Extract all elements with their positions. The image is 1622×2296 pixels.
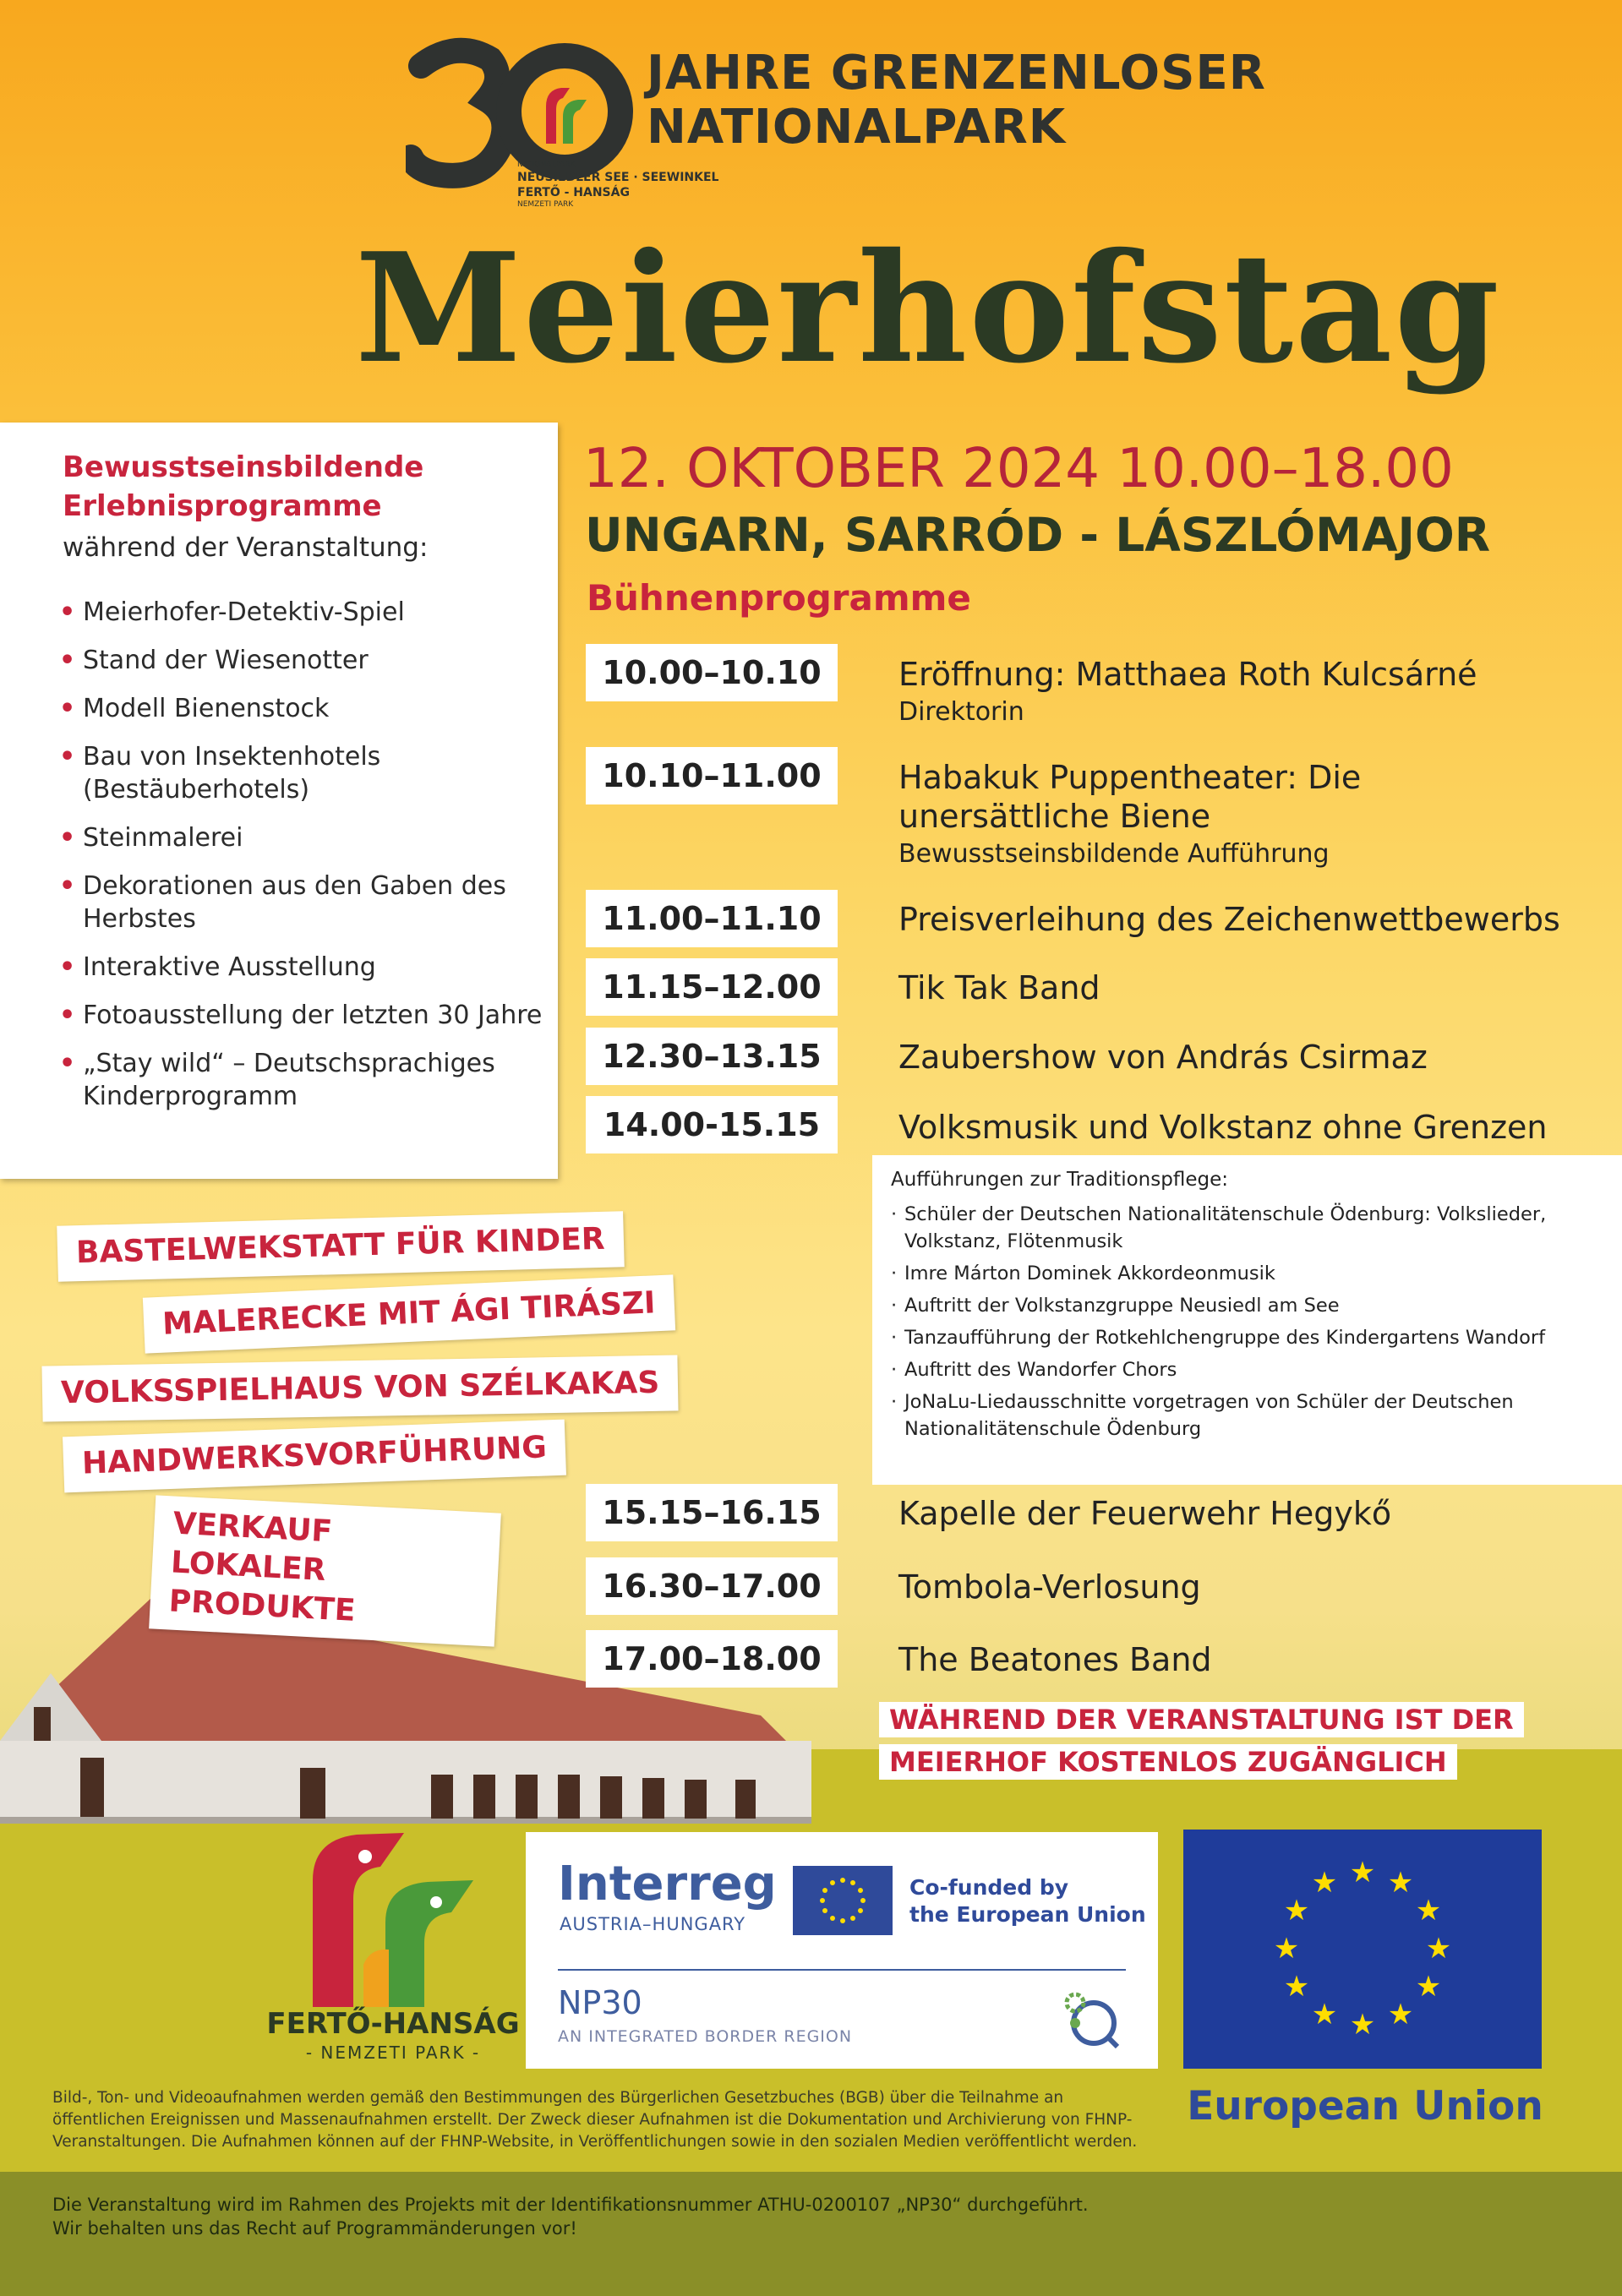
schedule-act: Tombola-Verlosung [898,1568,1201,1606]
activity-tag: VERKAUF LOKALER PRODUKTE [149,1495,501,1646]
np-top-label: NATIONALPARK [517,161,576,169]
list-item: • Modell Bienenstock [59,692,549,725]
schedule-time: 15.15–16.15 [586,1484,838,1541]
list-item: • Stand der Wiesenotter [59,644,549,677]
tradition-list [891,1201,1609,1448]
awareness-heading: Bewusstseinsbildende Erlebnisprogramme [63,450,424,523]
svg-text:★: ★ [1387,1866,1414,1900]
act-title: Habakuk Puppentheater: Die unersättliche Biene [898,759,1362,835]
list-item: · Imre Márton Dominek Akkordeonmusik [891,1260,1609,1287]
event-date: 12. OKTOBER 2024 10.00–18.00 [583,438,1454,500]
list-item: • Bau von Insektenhotels (Bestäuberhotels) [59,740,549,806]
schedule-act: Kapelle der Feuerwehr Hegykő [898,1495,1392,1532]
list-item: • Meierhofer-Detektiv-Spiel [59,596,549,629]
svg-text:★: ★ [1425,1932,1452,1966]
schedule-act: The Beatones Band [898,1641,1212,1678]
svg-text:★: ★ [1349,2008,1376,2042]
event-title: Meierhofstag [355,220,1501,396]
ferto-hansag-subtitle: - NEMZETI PARK - [305,2042,481,2063]
anniversary-heading [647,46,1407,155]
svg-text:★: ★ [1311,1998,1338,2031]
project-footnote [52,2193,1320,2240]
schedule-time: 10.10–11.00 [586,747,838,804]
event-location: UNGARN, SARRÓD - LÁSZLÓMAJOR [585,508,1491,562]
footnote-line-1: Die Veranstaltung wird im Rahmen des Projekts mit der Identifikationsnummer ATHU-0200107 „NP30“ durchgeführt. [52,2195,1089,2215]
np-bottom-label: NEMZETI PARK [517,200,574,209]
svg-text:★: ★ [1311,1866,1338,1900]
list-item: • Fotoausstellung der letzten 30 Jahre [59,999,549,1032]
schedule-time: 12.30–13.15 [586,1028,838,1085]
interreg-divider [558,1969,1126,1971]
activity-tag: HANDWERKSVORFÜHRUNG [63,1420,566,1493]
free-entry-line-1: WÄHREND DER VERANSTALTUNG IST DER [879,1702,1524,1737]
media-disclaimer: Bild-, Ton- und Videoaufnahmen werden gemäß den Bestimmungen des Bürgerlichen Gesetzbuches (BGB) über die Teilnahme an öffentlichen Ereignissen und Massenaufnahmen erstellt. Der Zweck dieser Aufnahmen ist die Dokumentation und Archivierung von FHNP-Veranstaltungen. Die Aufnahmen können auf der FHNP-Website, in Veröffentlichungen sowie in den sozialen Medien veröffentlicht werden. [52,2089,1138,2151]
svg-text:★: ★ [1387,1998,1414,2031]
stage-program-heading: Bühnenprogramme [587,577,971,619]
svg-text:★: ★ [1415,1894,1442,1928]
eu-name: European Union [1187,2083,1543,2130]
interreg-name: Interreg [558,1857,777,1912]
schedule-time: 11.15–12.00 [586,958,838,1016]
schedule-act: Volksmusik und Volkstanz ohne Grenzen [898,1109,1548,1146]
interreg-region: AUSTRIA–HUNGARY [560,1914,746,1934]
national-park-mini-label [517,161,788,210]
svg-text:★: ★ [1283,1970,1310,2004]
tradition-heading: Aufführungen zur Traditionspflege: [891,1169,1228,1191]
schedule-time: 17.00–18.00 [586,1630,838,1688]
anniversary-line-1: JAHRE GRENZENLOSER [647,46,1266,101]
svg-text:★: ★ [1273,1932,1300,1966]
awareness-list [59,596,549,1128]
schedule-time: 11.00–11.10 [586,890,838,947]
list-item: · Auftritt der Volkstanzgruppe Neusiedl am See [891,1292,1609,1319]
schedule-act: Preisverleihung des Zeichenwettbewerbs [898,901,1560,938]
free-entry-note [879,1699,1614,1783]
svg-text:★: ★ [1415,1970,1442,2004]
cofunded-line-1: Co-funded by [909,1875,1069,1900]
act-note: Direktorin [898,697,1024,727]
ferto-hansag-logo-icon [279,1830,532,2007]
awareness-subheading: während der Veranstaltung: [63,532,429,563]
act-note: Bewusstseinsbildende Aufführung [898,839,1330,869]
schedule-act [898,758,1490,873]
schedule-act: Zaubershow von András Csirmaz [898,1039,1428,1076]
list-item: • Dekorationen aus den Gaben des Herbstes [59,870,549,935]
np-line-2: FERTŐ - HANSÁG [517,186,630,199]
free-entry-line-2: MEIERHOF KOSTENLOS ZUGÄNGLICH [879,1744,1457,1780]
schedule-act: Tik Tak Band [898,969,1100,1006]
tradition-performances-box [872,1155,1622,1485]
anniversary-line-2: NATIONALPARK [647,100,1067,155]
ferto-hansag-name: FERTŐ-HANSÁG [266,2007,520,2041]
cofunded-line-2: the European Union [909,1902,1146,1927]
list-item: · JoNaLu-Liedausschnitte vorgetragen von Schüler der Deutschen Nationalitätenschule Ödenburg [891,1388,1609,1442]
schedule-time: 16.30–17.00 [586,1557,838,1615]
activity-tag: MALERECKE MIT ÁGI TIRÁSZI [143,1274,675,1353]
activity-tag: BASTELWEKSTATT FÜR KINDER [57,1211,624,1282]
schedule-time: 14.00-15.15 [586,1096,838,1153]
eu-flag-small-icon [793,1866,893,1935]
np30-gear-icon [1057,1984,1124,2052]
np-line-1: NEUSIEDLER SEE · SEEWINKEL [517,171,719,184]
np30-subtitle: AN INTEGRATED BORDER REGION [558,2027,853,2046]
list-item: • Interaktive Ausstellung [59,951,549,984]
list-item: • „Stay wild“ – Deutschsprachiges Kinderprogramm [59,1047,549,1113]
list-item: · Auftritt des Wandorfer Chors [891,1356,1609,1383]
schedule-time: 10.00–10.10 [586,644,838,701]
list-item: • Steinmalerei [59,821,549,854]
awareness-programs-box [0,423,558,1179]
schedule-act [898,655,1617,731]
cofunded-label [909,1874,1163,1928]
footnote-line-2: Wir behalten uns das Recht auf Programmänderungen vor! [52,2218,577,2239]
act-title: Eröffnung: Matthaea Roth Kulcsárné [898,656,1477,693]
svg-text:★: ★ [1283,1894,1310,1928]
list-item: · Schüler der Deutschen Nationalitätenschule Ödenburg: Volkslieder, Volkstanz, Flötenmusik [891,1201,1609,1255]
np30-name: NP30 [558,1984,642,2021]
list-item: · Tanzaufführung der Rotkehlchengruppe des Kindergartens Wandorf [891,1324,1609,1351]
eu-flag-icon [1183,1830,1542,2069]
activity-tag: VOLKSSPIELHAUS VON SZÉLKAKAS [41,1355,678,1421]
svg-text:★: ★ [1349,1856,1376,1890]
